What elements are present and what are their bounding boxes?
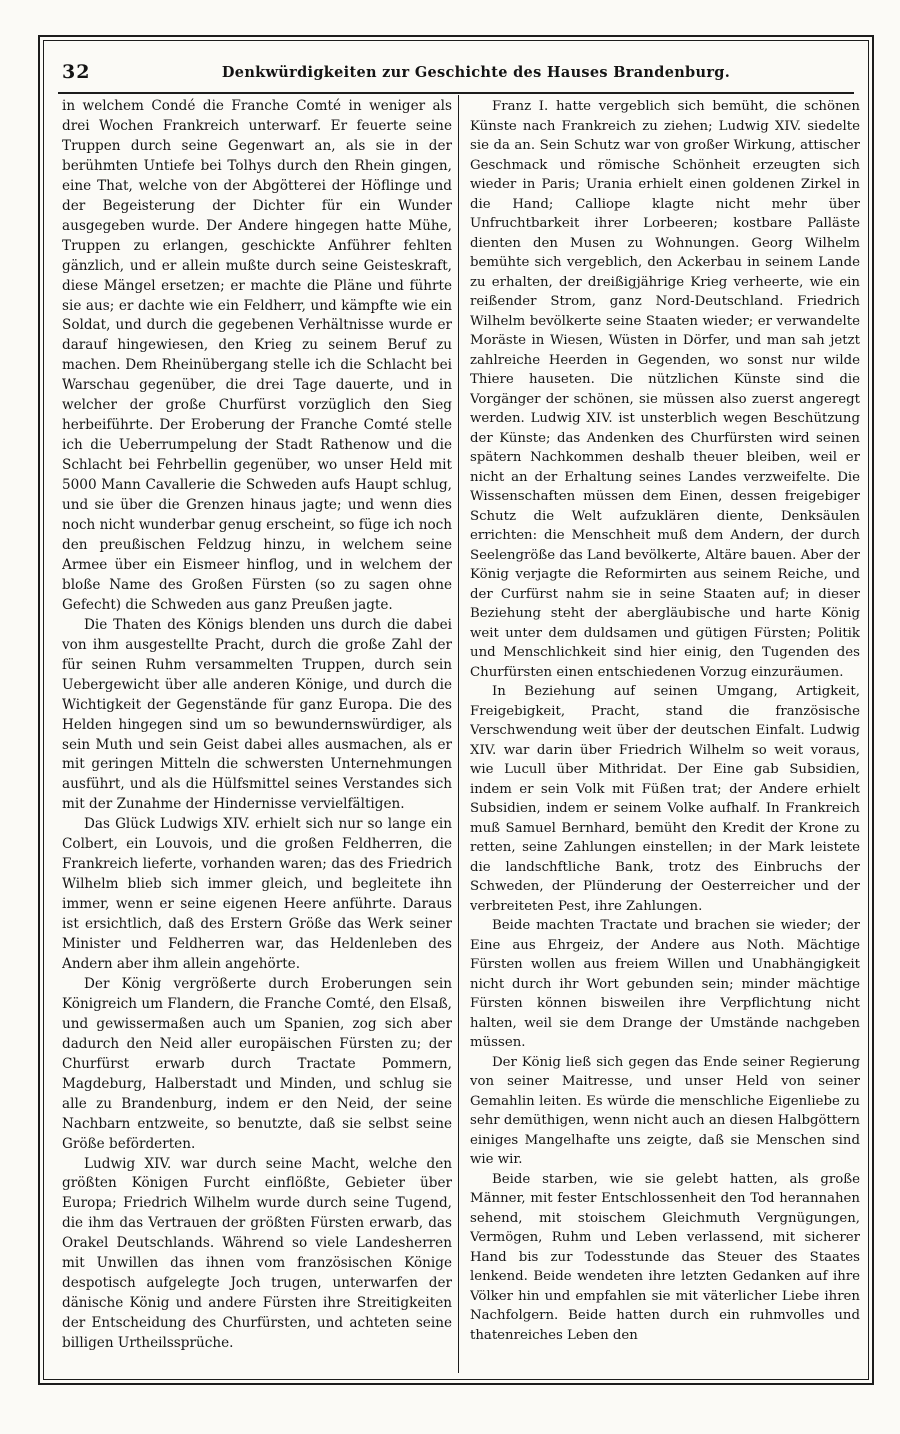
paragraph: Das Glück Ludwigs XIV. erhielt sich nur so lange ein Colbert, ein Louvois, und die großen Feldherren, die Frankreich lieferte, vorhanden waren; das des Friedrich Wilhelm blieb sich immer gleich, und begleitete ihn immer, wenn er seine eigenen Heere anführte. Daraus ist ersichtlich, daß des Erstern Größe das Werk seiner Minister und Feldherren war, das Heldenleben des Andern aber ihm allein angehörte. (62, 816, 452, 972)
right-column (470, 97, 860, 1371)
left-column (62, 97, 452, 1371)
running-title: Denkwürdigkeiten zur Geschichte des Hauses Brandenburg. (221, 64, 731, 81)
paragraph: Ludwig XIV. war durch seine Macht, welche den größten Königen Furcht einflößte, Gebieter über Europa; Friedrich Wilhelm wurde durch seine Tugend, die ihm das Vertrauen der größten Fürsten erwarb, das Orakel Deutschlands. Während so viele Landesherren mit Unwillen das ihnen vom französischen Könige despotisch aufgelegte Joch trugen, unterwarfen der dänische König und andere Fürsten ihre Streitigkeiten der Entscheidung des Churfürsten, und achteten seine billigen Urtheilssprüche. (62, 1155, 452, 1352)
page-frame (38, 35, 874, 1385)
paragraph: Beide starben, wie sie gelebt hatten, als große Männer, mit fester Entschlossenheit den Tod herannahen sehend, mit stoischem Gleichmuth Vergnügungen, Vermögen, Ruhm und Leben verlassend, mit sicherer Hand bis zur Todesstunde das Steuer des Staates lenkend. Beide wendeten ihre letzten Gedanken auf ihre Völker hin und empfahlen sie mit väterlicher Liebe ihren Nachfolgern. Beide hatten durch ein ruhmvolles und thatenreiches Leben den (470, 1171, 860, 1343)
header-rule (58, 92, 854, 94)
paragraph: In Beziehung auf seinen Umgang, Artigkeit, Freigebigkeit, Pracht, stand die französische Verschwendung weit über der deutschen Einfalt. Ludwig XIV. war darin über Friedrich Wilhelm so weit voraus, wie Lucull über Mithridat. Der Eine gab Subsidien, indem er sein Volk mit Füßen trat; der Andere erhielt Subsidien, indem er seinem Volke aufhalf. In Frankreich muß Samuel Bernhard, bemüht den Kredit der Krone zu retten, seine Zahlungen einstellen; in der Mark leistete die landschftliche Bank, trotz des Einbruchs der Schweden, der Plünderung der Oesterreicher und der verbreiteten Pest, ihre Zahlungen. (470, 684, 860, 914)
paragraph: Der König ließ sich gegen das Ende seiner Regierung von seiner Maitresse, und unser Held von seiner Gemahlin leiten. Es würde die menschliche Eigenliebe zu sehr demüthigen, wenn nicht auch an diesen Halbgöttern einiges Mangelhafte uns zeigte, daß sie Menschen sind wie wir. (470, 1054, 860, 1167)
paragraph: in welchem Condé die Franche Comté in weniger als drei Wochen Frankreich unterwarf. Er feuerte seine Truppen durch seine Gegenwart an, als sie in der berühmten Untiefe bei Tolhys durch den Rhein gingen, eine That, welche von der Abgötterei der Höflinge und der Begeisterung der Dichter für ein Wunder ausgegeben wurde. Der Andere hingegen hatte Mühe, Truppen zu erlangen, geschickte Anführer fehlten gänzlich, und er allein mußte durch seine Geisteskraft, diese Mängel ersetzen; er machte die Pläne und führte sie aus; er dachte wie ein Feldherr, und kämpfte wie ein Soldat, und durch die gegebenen Verhältnisse wurde er darauf hingewiesen, den Krieg zu seinem Beruf zu machen. Dem Rheinübergang stelle ich die Schlacht bei Warschau gegenüber, die drei Tage dauerte, und in welcher der große Churfürst vorzüglich den Sieg herbeiführte. Der Eroberung der Franche Comté stelle ich die Ueberrumpelung der Stadt Rathenow und die Schlacht bei Fehrbellin gegenüber, wo unser Held mit 5000 Mann Cavallerie die Schweden aufs Haupt schlug, und sie über die Grenzen hinaus jagte; und wenn dies noch nicht wunderbar genug erscheint, so füge ich noch den preußischen Feldzug hinzu, in welchem seine Armee über ein Eismeer hinflog, und in welchem der bloße Name des Großen Fürsten (so zu sagen ohne Gefecht) die Schweden aus ganz Preußen jagte. (62, 98, 452, 613)
paragraph: Beide machten Tractate und brachen sie wieder; der Eine aus Ehrgeiz, der Andere aus Noth. Mächtige Fürsten wollen aus freiem Willen und Unabhängigkeit nicht durch ihr Wort gebunden sein; minder mächtige Fürsten können bisweilen ihre Verpflichtung nicht halten, weil sie dem Drange der Umstände nachgeben müssen. (470, 918, 860, 1050)
page-header (58, 59, 854, 89)
page-number: 32 (62, 61, 91, 83)
paragraph: Die Thaten des Königs blenden uns durch die dabei von ihm ausgestellte Pracht, durch die große Zahl der für seinen Ruhm versammelten Truppen, durch sein Uebergewicht über alle anderen Könige, und durch die Wichtigkeit der Gegenstände für ganz Europa. Die des Helden hingegen sind um so bewundernswürdiger, als sein Muth und sein Geist dabei alles ausmachen, als er mit geringen Mitteln die schwersten Unternehmungen ausführt, und als die Hülfsmittel seines Verstandes sich mit der Zunahme der Hindernisse vervielfältigen. (62, 616, 452, 813)
paragraph: Franz I. hatte vergeblich sich bemüht, die schönen Künste nach Frankreich zu ziehen; Ludwig XIV. siedelte sie da an. Sein Schutz war von großer Wirkung, attischer Geschmack und römische Schönheit erzeugten sich wieder in Paris; Urania erhielt einen goldenen Zirkel in die Hand; Calliope klagte nicht mehr über Unfruchtbarkeit ihrer Lorbeeren; kostbare Palläste dienten den Musen zu Wohnungen. Georg Wilhelm bemühte sich vergeblich, den Ackerbau in seinem Lande zu erhalten, der dreißigjährige Krieg verheerte, wie ein reißender Strom, ganz Nord-Deutschland. Friedrich Wilhelm bevölkerte seine Staaten wieder; er verwandelte Moräste in Wiesen, Wüsten in Dörfer, und man sah jetzt zahlreiche Heerden in Gegenden, wo sonst nur wilde Thiere hauseten. Die nützlichen Künste sind die Vorgänger der schönen, sie müssen also zuerst angeregt werden. Ludwig XIV. ist unsterblich wegen Beschützung der Künste; das Andenken des Churfürsten wird seinen spätern Nachkommen deshalb theuer bleiben, weil er nicht an der Erhaltung seines Landes verzweifelte. Die Wissenschaften müssen dem Einen, dessen freigebiger Schutz die Welt aufzuklären diente, Denksäulen errichten: die Menschheit muß dem Andern, der durch Seelengröße das Land bevölkerte, Altäre bauen. Aber der König verjagte die Reformirten aus seinem Reiche, und der Curfürst nahm sie in seine Staaten auf; in dieser Beziehung steht der abergläubische und harte König weit unter dem duldsamen und gütigen Fürsten; Politik und Menschlichkeit sind hier einig, den Tugenden des Churfürsten einen entschiedenen Vorzug einzuräumen. (470, 99, 860, 680)
column-divider (458, 95, 459, 1373)
paragraph: Der König vergrößerte durch Eroberungen sein Königreich um Flandern, die Franche Comté, den Elsaß, und gewissermaßen auch um Spanien, zog sich aber dadurch den Neid aller europäischen Fürsten zu; der Churfürst erwarb durch Tractate Pommern, Magdeburg, Halberstadt und Minden, und schlug sie alle zu Brandenburg, indem er den Neid, der seine Nachbarn entzweite, so benutzte, daß sie selbst seine Größe beförderten. (62, 975, 452, 1152)
